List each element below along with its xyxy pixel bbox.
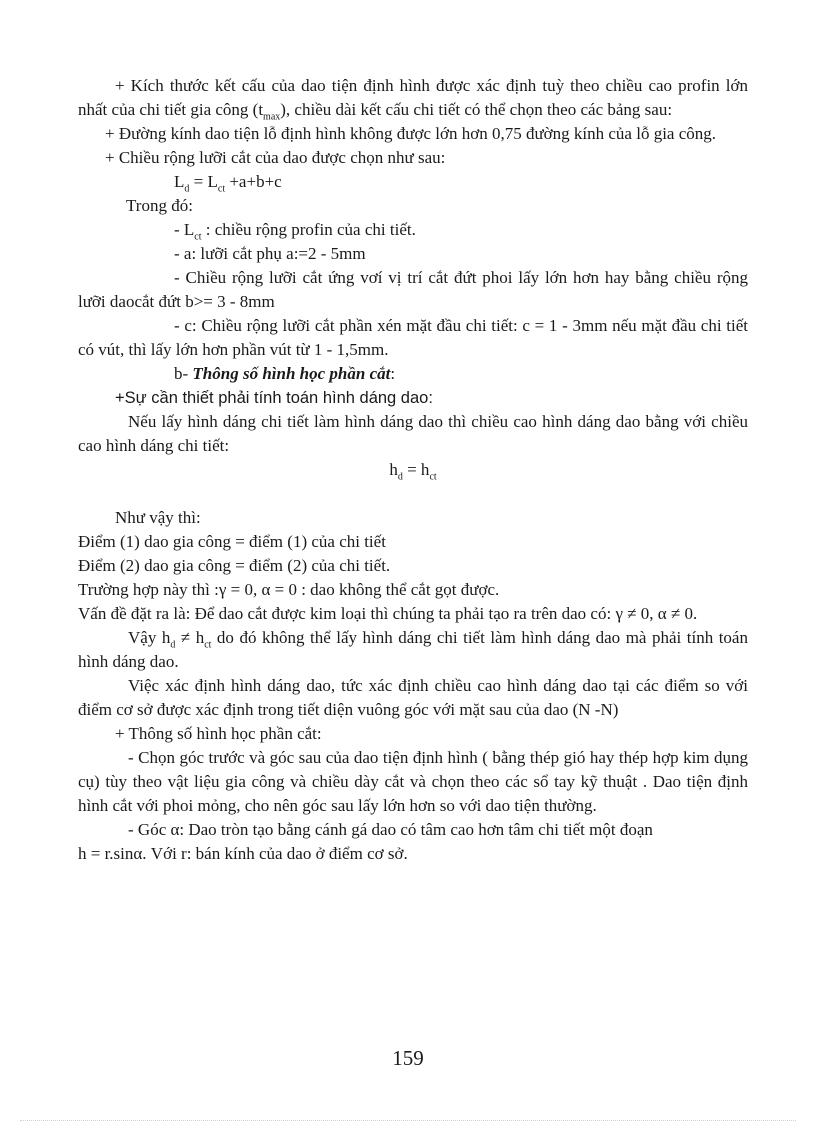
paragraph: Như vậy thì: xyxy=(115,508,201,527)
paragraph: +Sự cần thiết phải tính toán hình dáng dao: xyxy=(115,389,433,407)
paragraph: + Đường kính dao tiện lỗ định hình không được lớn hơn 0,75 đường kính của lỗ gia công. xyxy=(105,124,717,143)
paragraph: Điểm (2) dao gia công = điểm (2) của chi tiết. xyxy=(78,556,391,575)
section-heading: b- Thông số hình học phần cắt: xyxy=(174,364,396,383)
paragraph: - c: Chiều rộng lưỡi cắt phần xén mặt đầu chi tiết: c = 1 - 3mm nếu mặt đầu chi tiết có vút, thì lấy lớn hơn phần vút từ 1 - 1,5mm. xyxy=(78,316,748,359)
page-number: 159 xyxy=(392,1046,424,1070)
document-page xyxy=(78,74,748,866)
paragraph: Vậy $h_d \ne h_{ct}$ do đó không thể lấy hình dáng chi tiết làm hình dáng dao mà phải tính toán hình dáng dao. xyxy=(78,628,748,671)
paragraph: + Chiều rộng lưỡi cắt của dao được chọn như sau: xyxy=(105,148,446,167)
paragraph: + Kích thước kết cấu của dao tiện định hình được xác định tuỳ theo chiều cao profin lớn nhất của chi tiết gia công $(t_{max})$, chiều dài kết cấu chi tiết có thể chọn theo các bảng sau: xyxy=(78,76,748,123)
paragraph: Điểm (1) dao gia công = điểm (1) của chi tiết xyxy=(78,532,386,551)
paragraph: Trường hợp này thì :γ = 0, α = 0 : dao không thể cắt gọt được. xyxy=(78,580,500,599)
paragraph: + Thông số hình học phần cắt: xyxy=(115,724,322,743)
paragraph: - Góc α: Dao tròn tạo bằng cánh gá dao có tâm cao hơn tâm chi tiết một đoạn xyxy=(128,820,653,839)
paragraph: - Chiều rộng lưỡi cắt ứng vơí vị trí cắt đứt phoi lấy lớn hơn hay bằng chiều rộng lưỡi daocắt đứt b>= 3 - 8mm xyxy=(78,268,748,311)
formula: $h_d = h_{ct}$ xyxy=(389,460,437,483)
paragraph: - a: lưỡi cắt phụ a:=2 - 5mm xyxy=(174,244,366,263)
paragraph: h = r.sinα. Với r: bán kính của dao ở điểm cơ sở. xyxy=(78,844,408,863)
paragraph: Nếu lấy hình dáng chi tiết làm hình dáng dao thì chiều cao hình dáng dao bằng với chiều cao hình dáng chi tiết: xyxy=(78,412,748,455)
paragraph: - Chọn góc trước và góc sau của dao tiện định hình ( bằng thép gió hay thép hợp kim dụng cụ) tùy theo vật liệu gia công và chiều dày cắt và chọn theo các sổ tay kỹ thuật . Dao tiện định hình cắt với phoi mỏng, cho nên góc sau lấy lớn hơn so với dao tiện thường. xyxy=(78,748,748,815)
paragraph: - $L_{ct}$ : chiều rộng profin của chi tiết. xyxy=(174,220,416,243)
formula: $L_d = L_{ct} +a+b+c$ xyxy=(174,172,282,195)
paragraph: Trong đó: xyxy=(126,196,193,215)
paragraph: Vấn đề đặt ra là: Để dao cắt được kim loại thì chúng ta phải tạo ra trên dao có: γ ≠ 0, α ≠ 0. xyxy=(78,604,698,623)
footer-divider xyxy=(20,1120,796,1121)
spacer xyxy=(78,482,748,506)
paragraph: Việc xác định hình dáng dao, tức xác định chiều cao hình dáng dao tại các điểm so với điểm cơ sở được xác định trong tiết diện vuông góc với mặt sau của dao (N -N) xyxy=(78,676,748,719)
